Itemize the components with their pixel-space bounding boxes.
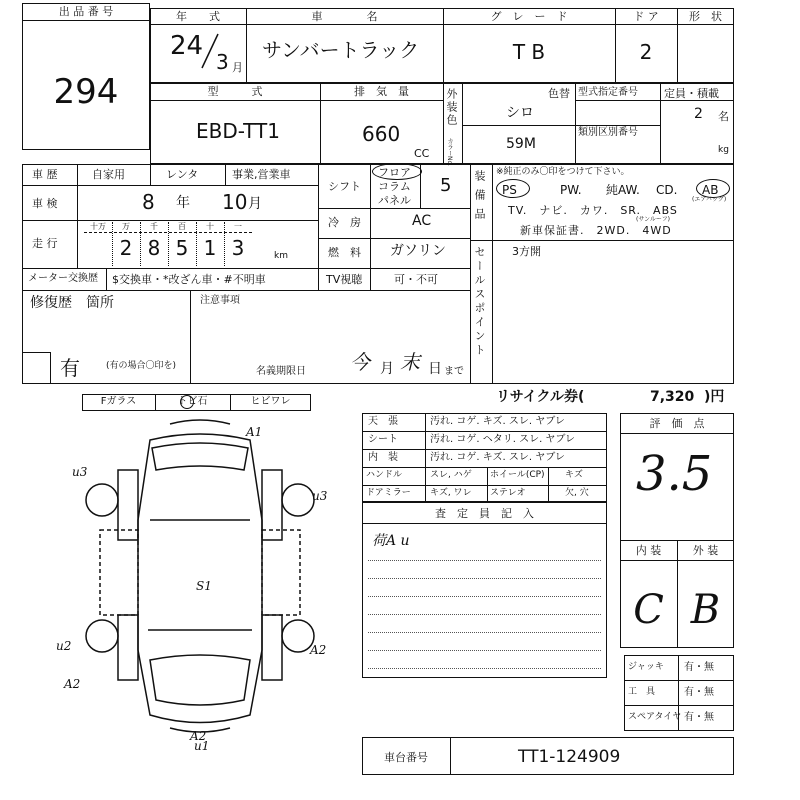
lot-number: 294 (53, 72, 119, 112)
interior-row-items-1: 汚れ. コゲ. ヘタリ. スレ. ヤブレ (430, 434, 576, 445)
chassis-value: TT1-124909 (518, 747, 621, 767)
deadline-day-unit-first: 日 (428, 361, 442, 377)
sales-point-value: 3方開 (512, 245, 541, 258)
accessory-sep-0 (624, 680, 734, 681)
accessory-value-0: 有・無 (684, 662, 714, 673)
interior-row-label-0: 天 張 (368, 416, 398, 427)
category-label: 類別区別番号 (578, 127, 638, 138)
interior-col-c (548, 467, 549, 503)
chassis-label: 車台番号 (384, 751, 428, 764)
interior-row-sep-1 (362, 449, 607, 450)
recycle-unit: )円 (704, 389, 725, 405)
mileage-col-sep-3 (168, 222, 169, 266)
deadline-month-unit: 月 (380, 361, 394, 377)
repair-value: 有 (60, 356, 80, 380)
exterior-color-no-label: カラーNo. (446, 138, 453, 166)
inspector-text: 荷A u (372, 533, 410, 549)
year-value: 24 (170, 31, 204, 61)
exterior-grade-label: 外 装 (692, 544, 719, 557)
exterior-color-value: シロ (506, 105, 534, 121)
grade-label: グ レ ー ド (490, 10, 568, 23)
mileage-col-sep-5 (224, 222, 225, 266)
inspector-line-1 (368, 578, 601, 579)
interior-grade: C (633, 587, 664, 633)
capacity-value: 2 (694, 106, 703, 122)
equipment-item-1: PW. (560, 183, 582, 197)
score-value: 3.5 (636, 446, 713, 502)
shift-selected-circle (372, 163, 422, 180)
mileage-place-4: 十 (206, 222, 214, 231)
year-label: 年 式 (176, 10, 220, 23)
recycle-label: リサイクル券( (496, 389, 585, 405)
mileage-col-sep-1 (112, 222, 113, 266)
mileage-digit-2: 8 (147, 236, 161, 260)
repair-label: 修復歴 箇所 (30, 295, 114, 311)
tv-label: TV視聴 (326, 273, 363, 286)
exterior-color-code: 59M (506, 136, 536, 152)
capacity-label: 定員・積載 (664, 87, 719, 100)
interior-row4-a: スレ, ハゲ (430, 470, 472, 480)
glass-option-2[interactable]: トビ石 (177, 396, 208, 407)
mileage-place-5: 一 (234, 222, 242, 231)
interior-row5-c: 欠, 穴 (565, 488, 589, 498)
equipment-label: 装備品 (473, 170, 486, 227)
interior-col-b (487, 467, 488, 503)
history-option-1[interactable]: 自家用 (92, 168, 125, 181)
equipment-item-3: CD. (656, 183, 678, 197)
mileage-place-2: 千 (150, 222, 158, 231)
inspector-line-4 (368, 632, 601, 633)
body-shape-label: 形 状 (689, 10, 722, 23)
mark-a2-bottom: A2 (190, 729, 207, 743)
inspector-box (362, 502, 607, 678)
mileage-place-3: 百 (178, 222, 186, 231)
car-name-value: サンバートラック (262, 38, 420, 62)
doors-label: ド ア (633, 10, 659, 23)
grade-value: T B (512, 40, 546, 64)
fuel-label: 燃 料 (328, 246, 361, 259)
inspector-line-2 (368, 596, 601, 597)
interior-row5-label: ドアミラー (366, 488, 411, 498)
deadline-label: 名義期限日 (256, 366, 306, 377)
inspection-label: 車 検 (32, 197, 58, 210)
interior-row-items-0: 汚れ. コゲ. キズ. スレ. ヤブレ (430, 416, 565, 427)
mileage-label: 走 行 (32, 237, 58, 250)
model-label: 型 式 (207, 85, 263, 98)
doors-value: 2 (639, 40, 653, 64)
year-month-unit: 月 (232, 61, 243, 74)
lot-label: 出 品 番 号 (58, 5, 114, 18)
interior-grade-label: 内 装 (635, 544, 662, 557)
interior-row-sep-0 (362, 431, 607, 432)
equipment-circle-4 (696, 179, 730, 198)
deadline-day: 末 (400, 350, 420, 374)
meter-options: $交換車・*改ざん車・#不明車 (112, 273, 266, 286)
repaint-label: 色替 (548, 87, 570, 100)
mark-u2: u2 (56, 639, 72, 653)
car-diagram (0, 410, 340, 753)
inspection-month: 10 (222, 190, 248, 214)
mark-a2-left: A2 (64, 677, 81, 691)
shift-option-column[interactable]: コラム (378, 180, 411, 193)
meter-label: メーター交換歴 (28, 273, 98, 284)
displacement-value: 660 (362, 122, 401, 146)
mark-a1: A1 (246, 425, 263, 439)
year-month: 3 (216, 50, 229, 74)
shift-option-floor[interactable]: フロア (378, 166, 411, 179)
inspector-line-3 (368, 614, 601, 615)
interior-row4-b: ホイール(CP) (490, 470, 545, 480)
model-value: EBD-TT1 (196, 119, 280, 143)
mileage-unit: km (274, 251, 288, 261)
mark-u3-right: u3 (312, 489, 328, 503)
interior-row-items-2: 汚れ. コゲ. キズ. スレ. ヤブレ (430, 452, 565, 463)
accessory-label-0: ジャッキ (628, 662, 664, 672)
exterior-color-label: 外装色 (445, 88, 458, 127)
sales-point-label: セールスポイント (473, 246, 486, 358)
interior-row-label-1: シート (368, 434, 398, 445)
notes-label: 注意事項 (200, 295, 240, 306)
car-name-label: 車 名 (311, 10, 378, 23)
equipment-row-3: 新車保証書. 2WD. 4WD (520, 224, 672, 237)
equipment-item-0: PS (502, 183, 517, 197)
accessory-label-2: スペアタイヤ (628, 712, 682, 722)
equipment-row-2: TV. ナビ. カワ. SR. ABS (508, 204, 678, 217)
accessory-sep-1 (624, 705, 734, 706)
displacement-unit: CC (414, 147, 430, 160)
type-designation-label: 型式指定番号 (578, 87, 638, 98)
mileage-place-1: 万 (122, 222, 130, 231)
tv-value: 可・不可 (394, 273, 438, 286)
exterior-grade: B (690, 587, 721, 633)
inspection-year-unit: 年 (176, 195, 190, 211)
deadline-made: まで (444, 366, 464, 377)
mileage-digit-4: 1 (203, 236, 217, 260)
interior-row4-label: ハンドル (366, 470, 403, 480)
inspector-line-5 (368, 650, 601, 651)
history-option-2[interactable]: レンタ (166, 168, 199, 181)
equipment-note: ※純正のみ〇印をつけて下さい。 (496, 167, 630, 177)
accessory-label-1: 工 具 (628, 687, 656, 697)
inspector-label: 査 定 員 記 入 (435, 507, 534, 520)
accessory-value-1: 有・無 (684, 687, 714, 698)
deadline-month: 今 (350, 350, 370, 374)
interior-row4-sep (362, 485, 607, 486)
glass-option-3[interactable]: ヒビワレ (250, 396, 291, 407)
mark-u1: u1 (194, 739, 210, 753)
interior-row5-a: キズ, ワレ (430, 488, 472, 498)
inspector-line-6 (368, 668, 601, 669)
recycle-amount: 7,320 (650, 389, 695, 405)
score-label: 評 価 点 (649, 417, 705, 430)
mileage-digit-5: 3 (231, 236, 245, 260)
equipment-circle-0 (496, 179, 530, 198)
inspection-year: 8 (142, 190, 155, 214)
capacity-unit-kg: kg (718, 145, 729, 155)
repair-note: (有の場合〇印を) (106, 361, 177, 371)
ac-label: 冷 房 (328, 216, 361, 229)
inspection-month-unit: 月 (248, 196, 262, 212)
history-label: 車 歴 (32, 168, 58, 181)
mark-u3-left: u3 (72, 465, 88, 479)
history-option-3[interactable]: 事業,営業車 (232, 168, 291, 181)
accessory-value-2: 有・無 (684, 712, 714, 723)
interior-row-label-2: 内 装 (368, 452, 398, 463)
equipment-item-2: 純AW. (606, 183, 640, 197)
shift-label: シフト (328, 180, 361, 193)
mileage-digit-3: 5 (175, 236, 189, 260)
fuel-value: ガソリン (390, 243, 446, 259)
inspector-line-0 (368, 560, 601, 561)
interior-row-sep-2 (362, 467, 607, 468)
glass-option-1[interactable]: Fガラス (100, 396, 137, 407)
shift-option-panel[interactable]: パネル (378, 194, 411, 207)
interior-row5-b: ステレオ (490, 488, 526, 498)
equipment-item-4: AB (702, 183, 719, 197)
mileage-place-0: 十万 (90, 222, 106, 231)
interior-row4-c: キズ (565, 470, 583, 480)
shift-gears: 5 (440, 175, 452, 196)
equipment-ab-note: (エアバッグ) (692, 196, 727, 203)
mileage-digit-1: 2 (119, 236, 133, 260)
equipment-sr-note: (サンルーフ) (636, 216, 670, 223)
capacity-unit-persons: 名 (718, 110, 729, 123)
glass-circle (180, 395, 194, 409)
mark-a2-right: A2 (310, 643, 327, 657)
displacement-label: 排 気 量 (354, 85, 409, 98)
mileage-col-sep-4 (196, 222, 197, 266)
mileage-col-sep-2 (140, 222, 141, 266)
ac-value: AC (412, 213, 432, 229)
mark-s1: S1 (196, 579, 212, 593)
